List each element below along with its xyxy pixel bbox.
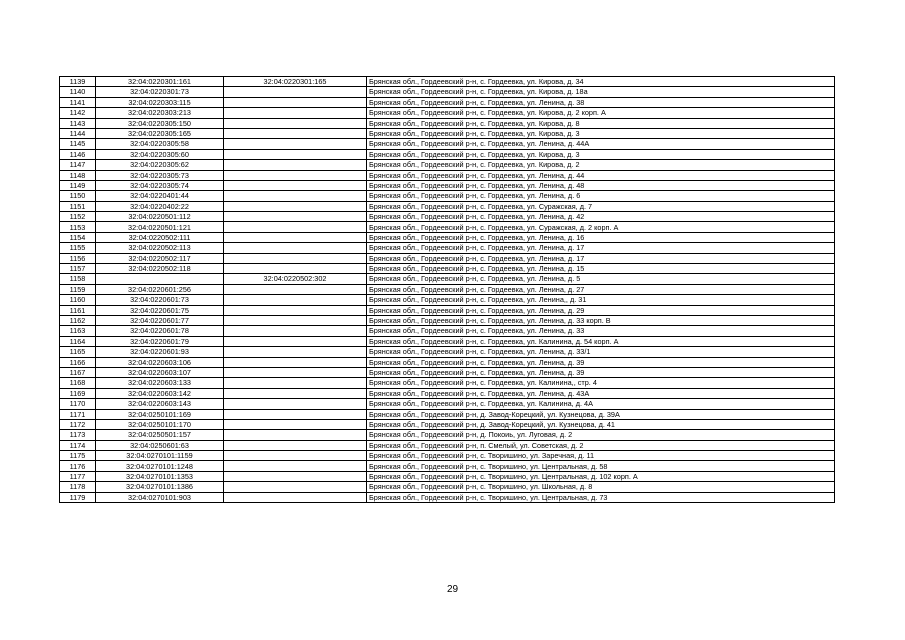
second-cadastral-number-cell xyxy=(224,378,367,388)
row-number-cell: 1155 xyxy=(60,243,96,253)
row-number-cell: 1142 xyxy=(60,108,96,118)
table-row xyxy=(60,201,835,211)
address-cell: Брянская обл., Гордеевский р-н, с. Гордеевка, ул. Суражская, д. 7 xyxy=(367,201,835,211)
address-cell: Брянская обл., Гордеевский р-н, с. Гордеевка, ул. Ленина, д. 16 xyxy=(367,232,835,242)
cadastral-number-cell: 32:04:0220603:142 xyxy=(96,388,224,398)
cadastral-number-cell: 32:04:0220603:106 xyxy=(96,357,224,367)
row-number-cell: 1170 xyxy=(60,399,96,409)
address-cell: Брянская обл., Гордеевский р-н, с. Гордеевка, ул. Кирова, д. 8 xyxy=(367,118,835,128)
second-cadastral-number-cell xyxy=(224,212,367,222)
table-row xyxy=(60,274,835,284)
cadastral-number-cell: 32:04:0220601:75 xyxy=(96,305,224,315)
cadastral-number-cell: 32:04:0220502:113 xyxy=(96,243,224,253)
second-cadastral-number-cell: 32:04:0220301:165 xyxy=(224,77,367,87)
cadastral-number-cell: 32:04:0220601:73 xyxy=(96,295,224,305)
table-row xyxy=(60,180,835,190)
table-row xyxy=(60,482,835,492)
table-row xyxy=(60,357,835,367)
cadastral-number-cell: 32:04:0250101:169 xyxy=(96,409,224,419)
cadastral-number-cell: 32:04:0220601:93 xyxy=(96,347,224,357)
cadastral-number-cell: 32:04:0220601:256 xyxy=(96,284,224,294)
table-row xyxy=(60,77,835,87)
second-cadastral-number-cell xyxy=(224,284,367,294)
second-cadastral-number-cell xyxy=(224,160,367,170)
page-number: 29 xyxy=(446,584,459,595)
table-row xyxy=(60,440,835,450)
address-cell: Брянская обл., Гордеевский р-н, с. Гордеевка, ул. Кирова, д. 3 xyxy=(367,128,835,138)
row-number-cell: 1157 xyxy=(60,264,96,274)
table-row xyxy=(60,118,835,128)
table-row xyxy=(60,388,835,398)
address-cell: Брянская обл., Гордеевский р-н, с. Гордеевка, ул. Ленина, д. 17 xyxy=(367,243,835,253)
cadastral-number-cell: 32:04:0270101:1159 xyxy=(96,451,224,461)
table-row xyxy=(60,295,835,305)
address-cell: Брянская обл., Гордеевский р-н, с. Гордеевка, ул. Ленина, д. 48 xyxy=(367,180,835,190)
cadastral-number-cell: 32:04:0220305:74 xyxy=(96,180,224,190)
second-cadastral-number-cell xyxy=(224,118,367,128)
second-cadastral-number-cell xyxy=(224,108,367,118)
second-cadastral-number-cell xyxy=(224,492,367,502)
row-number-cell: 1141 xyxy=(60,97,96,107)
table-row xyxy=(60,253,835,263)
row-number-cell: 1178 xyxy=(60,482,96,492)
row-number-cell: 1148 xyxy=(60,170,96,180)
second-cadastral-number-cell xyxy=(224,201,367,211)
cadastral-number-cell: 32:04:0220603:143 xyxy=(96,399,224,409)
table-row xyxy=(60,87,835,97)
table-body xyxy=(60,77,835,503)
row-number-cell: 1146 xyxy=(60,149,96,159)
address-cell: Брянская обл., Гордеевский р-н, с. Гордеевка, ул. Ленина, д. 39 xyxy=(367,367,835,377)
address-cell: Брянская обл., Гордеевский р-н, с. Гордеевка, ул. Ленина, д. 44 xyxy=(367,170,835,180)
cadastral-number-cell: 32:04:0270101:1353 xyxy=(96,471,224,481)
table-row xyxy=(60,471,835,481)
cadastral-number-cell: 32:04:0220303:115 xyxy=(96,97,224,107)
second-cadastral-number-cell xyxy=(224,295,367,305)
table-row xyxy=(60,232,835,242)
row-number-cell: 1143 xyxy=(60,118,96,128)
second-cadastral-number-cell xyxy=(224,128,367,138)
address-cell: Брянская обл., Гордеевский р-н, с. Гордеевка, ул. Ленина, д. 5 xyxy=(367,274,835,284)
table-row xyxy=(60,305,835,315)
cadastral-number-cell: 32:04:0250501:157 xyxy=(96,430,224,440)
cadastral-number-cell: 32:04:0220305:58 xyxy=(96,139,224,149)
address-cell: Брянская обл., Гордеевский р-н, с. Гордеевка, ул. Ленина, д. 42 xyxy=(367,212,835,222)
table-row xyxy=(60,419,835,429)
address-cell: Брянская обл., Гордеевский р-н, с. Гордеевка, ул. Калинина, д. 54 корп. А xyxy=(367,336,835,346)
address-cell: Брянская обл., Гордеевский р-н, с. Творишино, ул. Школьная, д. 8 xyxy=(367,482,835,492)
row-number-cell: 1140 xyxy=(60,87,96,97)
cadastral-number-cell: 32:04:0220502:118 xyxy=(96,264,224,274)
table-row xyxy=(60,128,835,138)
table-row xyxy=(60,170,835,180)
cadastral-number-cell: 32:04:0270101:903 xyxy=(96,492,224,502)
row-number-cell: 1167 xyxy=(60,367,96,377)
second-cadastral-number-cell xyxy=(224,367,367,377)
row-number-cell: 1175 xyxy=(60,451,96,461)
address-cell: Брянская обл., Гордеевский р-н, с. Гордеевка, ул. Калинина,, стр. 4 xyxy=(367,378,835,388)
table-row xyxy=(60,430,835,440)
cadastral-number-cell: 32:04:0270101:1386 xyxy=(96,482,224,492)
table-row xyxy=(60,399,835,409)
address-cell: Брянская обл., Гордеевский р-н, с. Творишино, ул. Центральная, д. 58 xyxy=(367,461,835,471)
row-number-cell: 1179 xyxy=(60,492,96,502)
second-cadastral-number-cell xyxy=(224,399,367,409)
cadastral-number-cell: 32:04:0220301:73 xyxy=(96,87,224,97)
address-cell: Брянская обл., Гордеевский р-н, с. Гордеевка, ул. Ленина, д. 33 корп. В xyxy=(367,315,835,325)
second-cadastral-number-cell xyxy=(224,471,367,481)
table-row xyxy=(60,243,835,253)
second-cadastral-number-cell xyxy=(224,336,367,346)
address-cell: Брянская обл., Гордеевский р-н, с. Гордеевка, ул. Ленина, д. 44А xyxy=(367,139,835,149)
row-number-cell: 1176 xyxy=(60,461,96,471)
second-cadastral-number-cell xyxy=(224,180,367,190)
row-number-cell: 1171 xyxy=(60,409,96,419)
cadastral-number-cell: 32:04:0220305:73 xyxy=(96,170,224,180)
table-row xyxy=(60,264,835,274)
table-row xyxy=(60,212,835,222)
address-cell: Брянская обл., Гордеевский р-н, с. Гордеевка, ул. Ленина, д. 33/1 xyxy=(367,347,835,357)
address-cell: Брянская обл., Гордеевский р-н, с. Гордеевка, ул. Кирова, д. 3 xyxy=(367,149,835,159)
row-number-cell: 1152 xyxy=(60,212,96,222)
row-number-cell: 1145 xyxy=(60,139,96,149)
cadastral-number-cell: 32:04:0250101:170 xyxy=(96,419,224,429)
cadastral-number-cell: 32:04:0220301:161 xyxy=(96,77,224,87)
cadastral-number-cell: 32:04:0220501:121 xyxy=(96,222,224,232)
address-cell: Брянская обл., Гордеевский р-н, с. Гордеевка, ул. Ленина, д. 15 xyxy=(367,264,835,274)
table-row xyxy=(60,315,835,325)
row-number-cell: 1177 xyxy=(60,471,96,481)
address-cell: Брянская обл., Гордеевский р-н, с. Творишино, ул. Заречная, д. 11 xyxy=(367,451,835,461)
address-cell: Брянская обл., Гордеевский р-н, с. Гордеевка, ул. Ленина, д. 27 xyxy=(367,284,835,294)
table-row xyxy=(60,451,835,461)
row-number-cell: 1158 xyxy=(60,274,96,284)
second-cadastral-number-cell xyxy=(224,97,367,107)
second-cadastral-number-cell xyxy=(224,440,367,450)
table-row xyxy=(60,326,835,336)
row-number-cell: 1154 xyxy=(60,232,96,242)
second-cadastral-number-cell xyxy=(224,87,367,97)
table-row xyxy=(60,461,835,471)
row-number-cell: 1166 xyxy=(60,357,96,367)
row-number-cell: 1161 xyxy=(60,305,96,315)
cadastral-number-cell: 32:04:0220401:44 xyxy=(96,191,224,201)
second-cadastral-number-cell xyxy=(224,222,367,232)
address-cell: Брянская обл., Гордеевский р-н, с. Гордеевка, ул. Кирова, д. 2 корп. А xyxy=(367,108,835,118)
table-row xyxy=(60,160,835,170)
row-number-cell: 1160 xyxy=(60,295,96,305)
table-row xyxy=(60,492,835,502)
table-row xyxy=(60,336,835,346)
second-cadastral-number-cell xyxy=(224,170,367,180)
table-row xyxy=(60,347,835,357)
address-cell: Брянская обл., Гордеевский р-н, п. Смелый, ул. Советская, д. 2 xyxy=(367,440,835,450)
row-number-cell: 1150 xyxy=(60,191,96,201)
second-cadastral-number-cell xyxy=(224,451,367,461)
table-row xyxy=(60,284,835,294)
address-cell: Брянская обл., Гордеевский р-н, д. Покоиь, ул. Луговая, д. 2 xyxy=(367,430,835,440)
table-row xyxy=(60,149,835,159)
second-cadastral-number-cell xyxy=(224,264,367,274)
address-cell: Брянская обл., Гордеевский р-н, с. Гордеевка, ул. Ленина, д. 39 xyxy=(367,357,835,367)
address-cell: Брянская обл., Гордеевский р-н, с. Гордеевка, ул. Кирова, д. 34 xyxy=(367,77,835,87)
cadastral-number-cell: 32:04:0220303:213 xyxy=(96,108,224,118)
table-row xyxy=(60,139,835,149)
address-cell: Брянская обл., Гордеевский р-н, с. Гордеевка, ул. Ленина, д. 33 xyxy=(367,326,835,336)
cadastral-number-cell: 32:04:0220402:22 xyxy=(96,201,224,211)
row-number-cell: 1159 xyxy=(60,284,96,294)
row-number-cell: 1147 xyxy=(60,160,96,170)
table-row xyxy=(60,222,835,232)
address-cell: Брянская обл., Гордеевский р-н, д. Завод-Корецкий, ул. Кузнецова, д. 39А xyxy=(367,409,835,419)
cadastral-number-cell: 32:04:0220501:112 xyxy=(96,212,224,222)
address-cell: Брянская обл., Гордеевский р-н, с. Гордеевка, ул. Ленина, д. 17 xyxy=(367,253,835,263)
address-cell: Брянская обл., Гордеевский р-н, с. Гордеевка, ул. Калинина, д. 4А xyxy=(367,399,835,409)
cadastral-number-cell xyxy=(96,274,224,284)
cadastral-number-cell: 32:04:0220502:111 xyxy=(96,232,224,242)
cadastral-number-cell: 32:04:0220305:60 xyxy=(96,149,224,159)
second-cadastral-number-cell xyxy=(224,305,367,315)
table-row xyxy=(60,367,835,377)
address-cell: Брянская обл., Гордеевский р-н, с. Гордеевка, ул. Суражская, д. 2 корп. А xyxy=(367,222,835,232)
cadastral-number-cell: 32:04:0220305:165 xyxy=(96,128,224,138)
second-cadastral-number-cell xyxy=(224,461,367,471)
row-number-cell: 1165 xyxy=(60,347,96,357)
second-cadastral-number-cell xyxy=(224,409,367,419)
address-cell: Брянская обл., Гордеевский р-н, с. Творишино, ул. Центральная, д. 102 корп. А xyxy=(367,471,835,481)
row-number-cell: 1168 xyxy=(60,378,96,388)
row-number-cell: 1174 xyxy=(60,440,96,450)
table-row xyxy=(60,191,835,201)
second-cadastral-number-cell xyxy=(224,326,367,336)
second-cadastral-number-cell xyxy=(224,149,367,159)
row-number-cell: 1172 xyxy=(60,419,96,429)
address-cell: Брянская обл., Гордеевский р-н, с. Гордеевка, ул. Ленина, д. 38 xyxy=(367,97,835,107)
document-table xyxy=(59,76,835,503)
second-cadastral-number-cell xyxy=(224,232,367,242)
second-cadastral-number-cell xyxy=(224,482,367,492)
second-cadastral-number-cell xyxy=(224,191,367,201)
second-cadastral-number-cell xyxy=(224,430,367,440)
row-number-cell: 1156 xyxy=(60,253,96,263)
address-cell: Брянская обл., Гордеевский р-н, с. Гордеевка, ул. Ленина, д. 43А xyxy=(367,388,835,398)
address-cell: Брянская обл., Гордеевский р-н, с. Гордеевка, ул. Ленина, д. 6 xyxy=(367,191,835,201)
row-number-cell: 1149 xyxy=(60,180,96,190)
table-row xyxy=(60,97,835,107)
row-number-cell: 1151 xyxy=(60,201,96,211)
second-cadastral-number-cell: 32:04:0220502:302 xyxy=(224,274,367,284)
cadastral-number-cell: 32:04:0220603:133 xyxy=(96,378,224,388)
row-number-cell: 1163 xyxy=(60,326,96,336)
second-cadastral-number-cell xyxy=(224,419,367,429)
cadastral-number-cell: 32:04:0220502:117 xyxy=(96,253,224,263)
second-cadastral-number-cell xyxy=(224,388,367,398)
row-number-cell: 1173 xyxy=(60,430,96,440)
row-number-cell: 1169 xyxy=(60,388,96,398)
table-row xyxy=(60,409,835,419)
row-number-cell: 1164 xyxy=(60,336,96,346)
table-row xyxy=(60,378,835,388)
second-cadastral-number-cell xyxy=(224,253,367,263)
cadastral-number-cell: 32:04:0220603:107 xyxy=(96,367,224,377)
row-number-cell: 1144 xyxy=(60,128,96,138)
table-row xyxy=(60,108,835,118)
address-cell: Брянская обл., Гордеевский р-н, д. Завод-Корецкий, ул. Кузнецова, д. 41 xyxy=(367,419,835,429)
cadastral-number-cell: 32:04:0220305:62 xyxy=(96,160,224,170)
address-cell: Брянская обл., Гордеевский р-н, с. Гордеевка, ул. Ленина, д. 29 xyxy=(367,305,835,315)
second-cadastral-number-cell xyxy=(224,139,367,149)
cadastral-number-cell: 32:04:0250601:63 xyxy=(96,440,224,450)
row-number-cell: 1162 xyxy=(60,315,96,325)
cadastral-number-cell: 32:04:0220601:78 xyxy=(96,326,224,336)
address-cell: Брянская обл., Гордеевский р-н, с. Гордеевка, ул. Ленина,, д. 31 xyxy=(367,295,835,305)
row-number-cell: 1139 xyxy=(60,77,96,87)
address-cell: Брянская обл., Гордеевский р-н, с. Гордеевка, ул. Кирова, д. 18а xyxy=(367,87,835,97)
second-cadastral-number-cell xyxy=(224,243,367,253)
address-cell: Брянская обл., Гордеевский р-н, с. Гордеевка, ул. Кирова, д. 2 xyxy=(367,160,835,170)
cadastral-number-cell: 32:04:0220601:79 xyxy=(96,336,224,346)
second-cadastral-number-cell xyxy=(224,347,367,357)
row-number-cell: 1153 xyxy=(60,222,96,232)
cadastral-number-cell: 32:04:0270101:1248 xyxy=(96,461,224,471)
cadastral-number-cell: 32:04:0220305:150 xyxy=(96,118,224,128)
second-cadastral-number-cell xyxy=(224,315,367,325)
address-cell: Брянская обл., Гордеевский р-н, с. Творишино, ул. Центральная, д. 73 xyxy=(367,492,835,502)
cadastral-number-cell: 32:04:0220601:77 xyxy=(96,315,224,325)
second-cadastral-number-cell xyxy=(224,357,367,367)
